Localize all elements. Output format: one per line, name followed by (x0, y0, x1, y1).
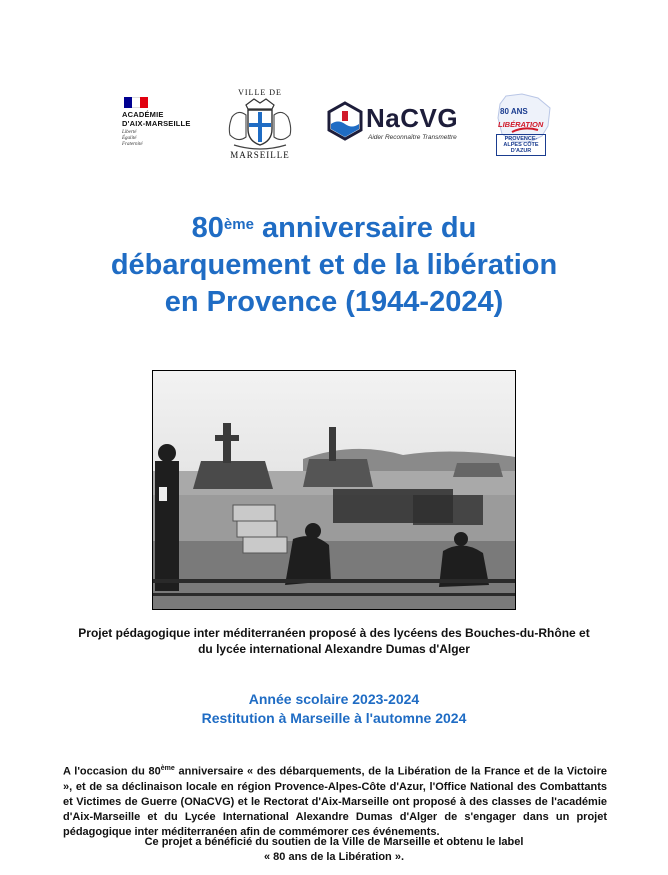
marseille-coat-of-arms-icon (224, 97, 296, 153)
academie-name (122, 110, 191, 128)
body-start: A l'occasion du 80 (63, 765, 161, 778)
project-description (63, 761, 607, 840)
body-rest: anniversaire « des débarquements, de la Libération de la France et de la Victoire », et de sa déclinaison locale en région Provence-Alpes-Côte d'Azur, l'Office National des Combattants et Victimes de Guerre (ONaCVG) et le Rectorat d'Aix-Marseille ont proposé à des classes de l'académie d'Aix-Marseille et du Lycée International Alexandre Dumas d'Alger de s'engager dans un projet pédagogique inter méditerranéen afin de commémorer ces événements. (63, 765, 607, 838)
logo80-line1: 80 ANS (500, 107, 528, 116)
academie-line1: ACADÉMIE (122, 110, 164, 119)
title-line1 (40, 210, 628, 247)
title-line2: débarquement et de la libération (110, 249, 558, 281)
motto-egalite: Égalité (122, 136, 137, 141)
school-year: Année scolaire 2023-2024 (248, 691, 420, 707)
republique-flag-icon (124, 97, 148, 108)
restitution-date: Restitution à Marseille à l'automne 2024 (201, 710, 467, 726)
caption-line2: du lycée international Alexandre Dumas d'Alger (198, 642, 470, 656)
title-ordinal: ème (223, 216, 254, 233)
nacvg-logo (326, 99, 471, 147)
nacvg-name: NaCVG (366, 103, 459, 133)
title-line3: en Provence (1944-2024) (164, 286, 504, 318)
note-line2: « 80 ans de la Libération ». (264, 851, 404, 863)
photo-image (153, 371, 515, 609)
republique-motto (122, 130, 143, 148)
historical-landing-photo (152, 370, 516, 610)
caption-line1: Projet pédagogique inter méditerranéen proposé à des lycéens des Bouches-du-Rhône et (78, 626, 590, 640)
academie-line2: D'AIX-MARSEILLE (122, 119, 191, 128)
nacvg-tagline: Aider Reconnaître Transmettre (368, 134, 457, 141)
80-ans-liberation-logo (492, 92, 556, 158)
motto-fraternite: Fraternité (122, 142, 143, 147)
school-year-block (40, 690, 628, 728)
title-line1-rest: anniversaire du (253, 212, 477, 244)
title-number: 80 (191, 212, 224, 244)
ville-de-marseille-logo (224, 88, 296, 158)
logo80-line2: LIBÉRATION (498, 120, 544, 129)
marseille-logo-top: VILLE DE (238, 88, 282, 97)
photo-caption (40, 625, 628, 657)
body-ordinal: ème (160, 765, 175, 772)
motto-liberte: Liberté (122, 130, 137, 135)
support-note (40, 835, 628, 865)
logo80-line3: PROVENCE-ALPES CÔTE D'AZUR (496, 134, 546, 156)
page-title (40, 210, 628, 321)
academie-logo (122, 97, 212, 157)
note-line1: Ce projet a bénéficié du soutien de la Ville de Marseille et obtenu le label (144, 836, 524, 848)
nacvg-hexagon-icon (326, 101, 364, 141)
marseille-logo-bottom: MARSEILLE (230, 150, 290, 160)
